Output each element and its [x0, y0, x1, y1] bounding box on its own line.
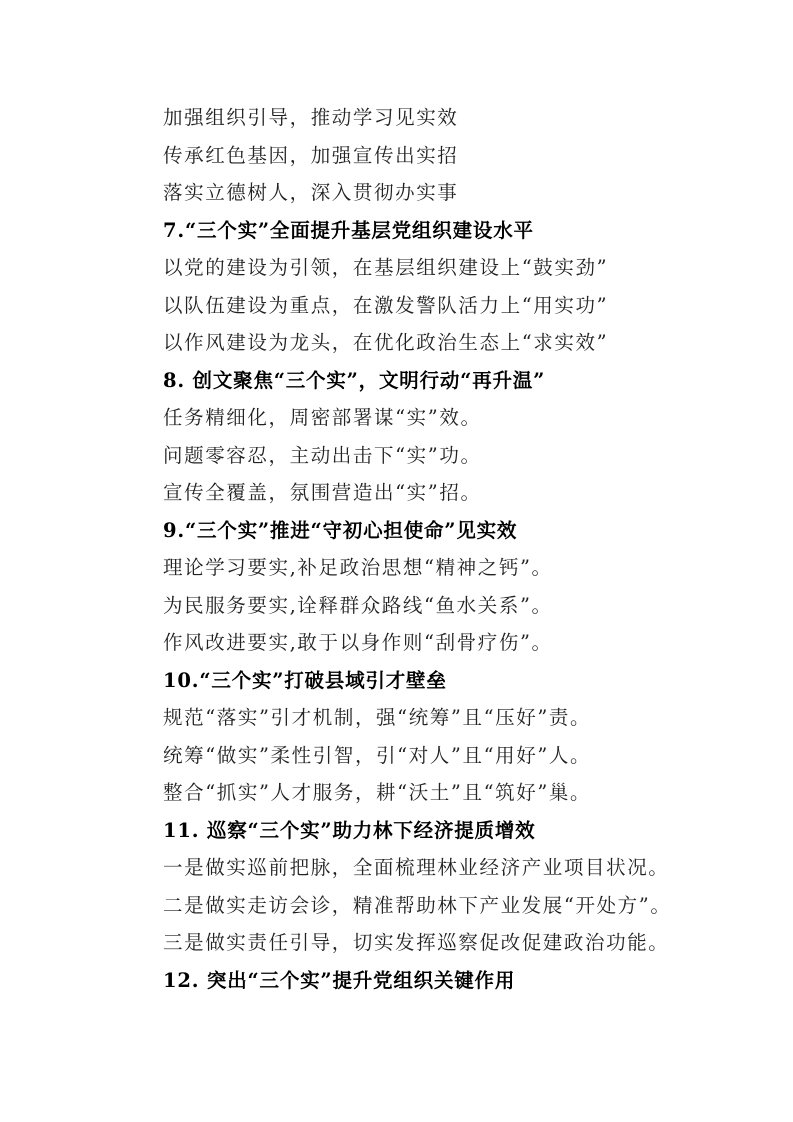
body-line: 一是做实巡前把脉，全面梳理林业经济产业项目状况。 [163, 856, 670, 879]
section-heading-12: 12. 突出“三个实”提升党组织关键作用 [163, 968, 516, 992]
body-line: 作风改进要实,敢于以身作则“刮骨疗伤”。 [163, 631, 553, 654]
body-line: 统筹“做实”柔性引智，引“对人”且“用好”人。 [163, 743, 592, 767]
section-heading-7: 7.“三个实”全面提升基层党组织建设水平 [163, 218, 534, 242]
document-page [163, 104, 723, 1004]
body-line: 理论学习要实,补足政治思想“精神之钙”。 [163, 556, 553, 579]
body-line: 三是做实责任引导，切实发挥巡察促改促建政治功能。 [163, 931, 670, 954]
body-line: 二是做实走访会诊，精准帮助林下产业发展“开处方”。 [163, 893, 672, 917]
body-line: 任务精细化，周密部署谋“实”效。 [163, 406, 482, 429]
body-line: 以党的建设为引领，在基层组织建设上“鼓实劲” [163, 256, 609, 279]
section-heading-8: 8. 创文聚焦“三个实”，文明行动“再升温” [163, 368, 546, 392]
body-line: 传承红色基因，加强宣传出实招 [163, 143, 459, 167]
body-line: 以队伍建设为重点，在激发警队活力上“用实功” [163, 293, 609, 317]
body-line: 整合“抓实”人才服务，耕“沃土”且“筑好”巢。 [163, 781, 592, 804]
body-line: 宣传全覆盖，氛围营造出“实”招。 [163, 481, 482, 504]
body-line: 规范“落实”引才机制，强“统筹”且“压好”责。 [163, 706, 592, 729]
section-heading-10: 10.“三个实”打破县域引才壁垒 [163, 668, 447, 692]
body-line: 落实立德树人，深入贯彻办实事 [163, 181, 459, 204]
body-line: 问题零容忍，主动出击下“实”功。 [163, 443, 482, 467]
section-heading-9: 9.“三个实”推进“守初心担使命”见实效 [163, 518, 518, 542]
body-line: 加强组织引导，推动学习见实效 [163, 106, 459, 129]
body-line: 为民服务要实,诠释群众路线“鱼水关系”。 [163, 593, 553, 617]
section-heading-11: 11. 巡察“三个实”助力林下经济提质增效 [163, 818, 536, 842]
body-line: 以作风建设为龙头，在优化政治生态上“求实效” [163, 331, 609, 354]
